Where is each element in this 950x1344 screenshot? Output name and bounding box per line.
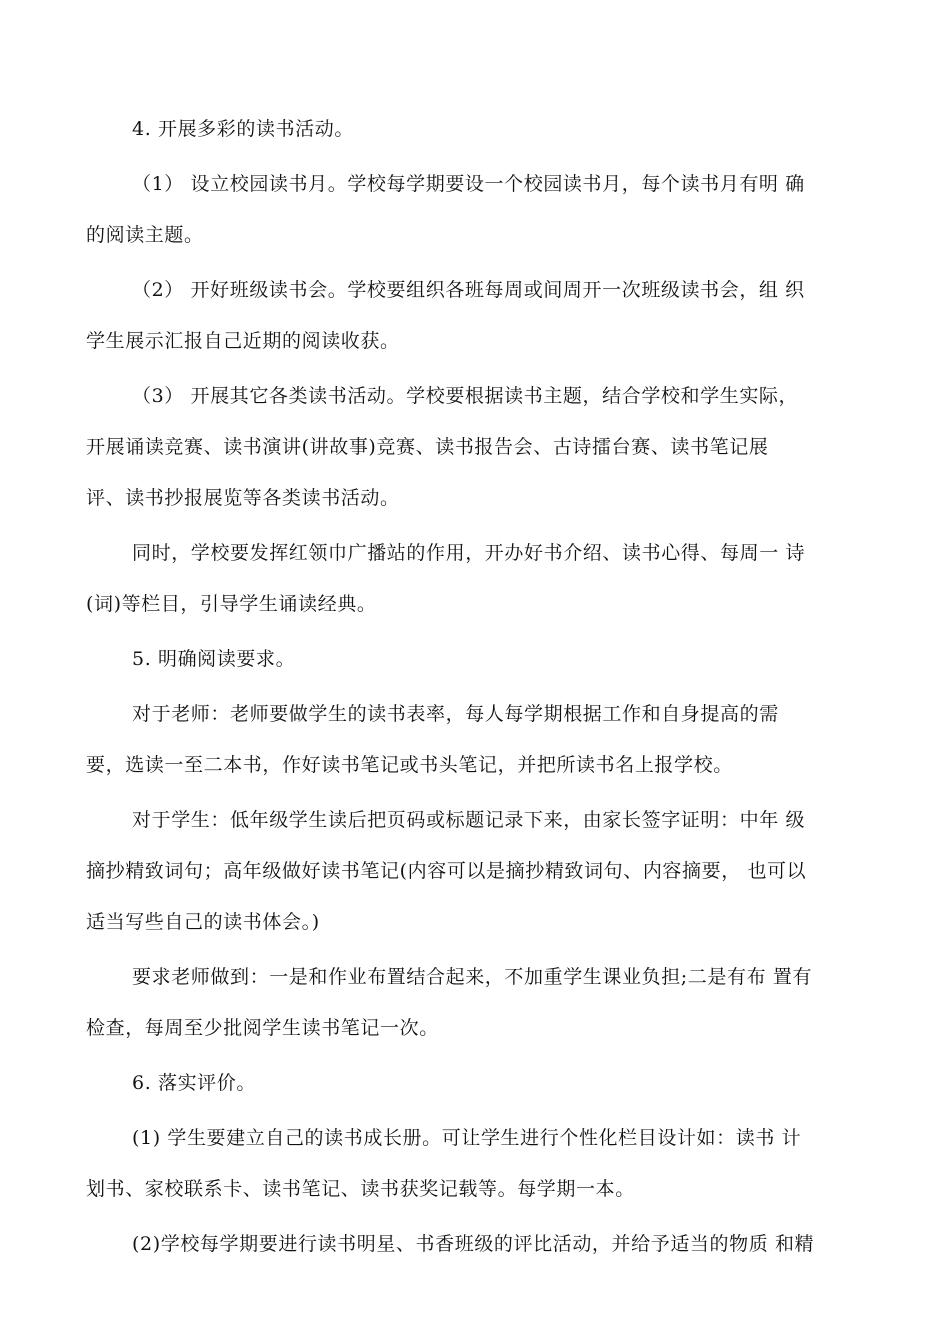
text-line: 学生展示汇报自己近期的阅读收获。 <box>86 330 400 352</box>
text-line: 对于学生：低年级学生读后把页码或标题记录下来，由家长签字证明：中年 级 <box>132 809 806 831</box>
text-line: （2） 开好班级读书会。学校要组织各班每周或间周开一次班级读书会，组 织 <box>132 279 805 301</box>
paragraph <box>86 689 878 791</box>
text-line: 同时，学校要发挥红领巾广播站的作用，开办好书介绍、读书心得、每周一 诗 <box>132 542 806 564</box>
section-heading <box>86 634 878 685</box>
paragraph <box>86 528 878 630</box>
text-line: 评、读书抄报展览等各类读书活动。 <box>86 487 400 509</box>
text-line: 开展诵读竞赛、读书演讲(讲故事)竞赛、读书报告会、古诗擂台赛、读书笔记展 <box>86 436 769 458</box>
paragraph <box>86 371 878 524</box>
section-heading <box>86 1058 878 1109</box>
text-line: 摘抄精致词句；高年级做好读书笔记(内容可以是摘抄精致词句、内容摘要， 也可以 <box>86 860 807 882</box>
text-line: （3） 开展其它各类读书活动。学校要根据读书主题，结合学校和学生实际， <box>132 385 799 407</box>
paragraph <box>86 1113 878 1215</box>
paragraph <box>86 1219 878 1270</box>
text-line: (1) 学生要建立自己的读书成长册。可让学生进行个性化栏目设计如：读书 计 <box>132 1127 802 1149</box>
text-line: 4. 开展多彩的读书活动。 <box>132 118 354 140</box>
text-line: 要，选读一至二本书，作好读书笔记或书头笔记，并把所读书名上报学校。 <box>86 754 733 776</box>
paragraph <box>86 265 878 367</box>
text-line: (词)等栏目，引导学生诵读经典。 <box>86 593 377 615</box>
paragraph <box>86 952 878 1054</box>
text-line: 划书、家校联系卡、读书笔记、读书获奖记载等。每学期一本。 <box>86 1178 635 1200</box>
text-line: 5. 明确阅读要求。 <box>132 648 296 670</box>
text-line: 6. 落实评价。 <box>132 1072 256 1094</box>
text-line: 的阅读主题。 <box>86 224 204 246</box>
text-line: 对于老师：老师要做学生的读书表率，每人每学期根据工作和自身提高的需 <box>132 703 779 725</box>
text-line: (2)学校每学期要进行读书明星、书香班级的评比活动，并给予适当的物质 和精 <box>132 1233 815 1255</box>
paragraph <box>86 159 878 261</box>
text-line: （1） 设立校园读书月。学校每学期要设一个校园读书月，每个读书月有明 确 <box>132 173 805 195</box>
paragraph <box>86 104 878 155</box>
text-line: 检查，每周至少批阅学生读书笔记一次。 <box>86 1017 439 1039</box>
text-line: 适当写些自己的读书体会。) <box>86 911 320 933</box>
paragraph <box>86 795 878 948</box>
text-line: 要求老师做到：一是和作业布置结合起来，不加重学生课业负担;二是有布 置有 <box>132 966 813 988</box>
